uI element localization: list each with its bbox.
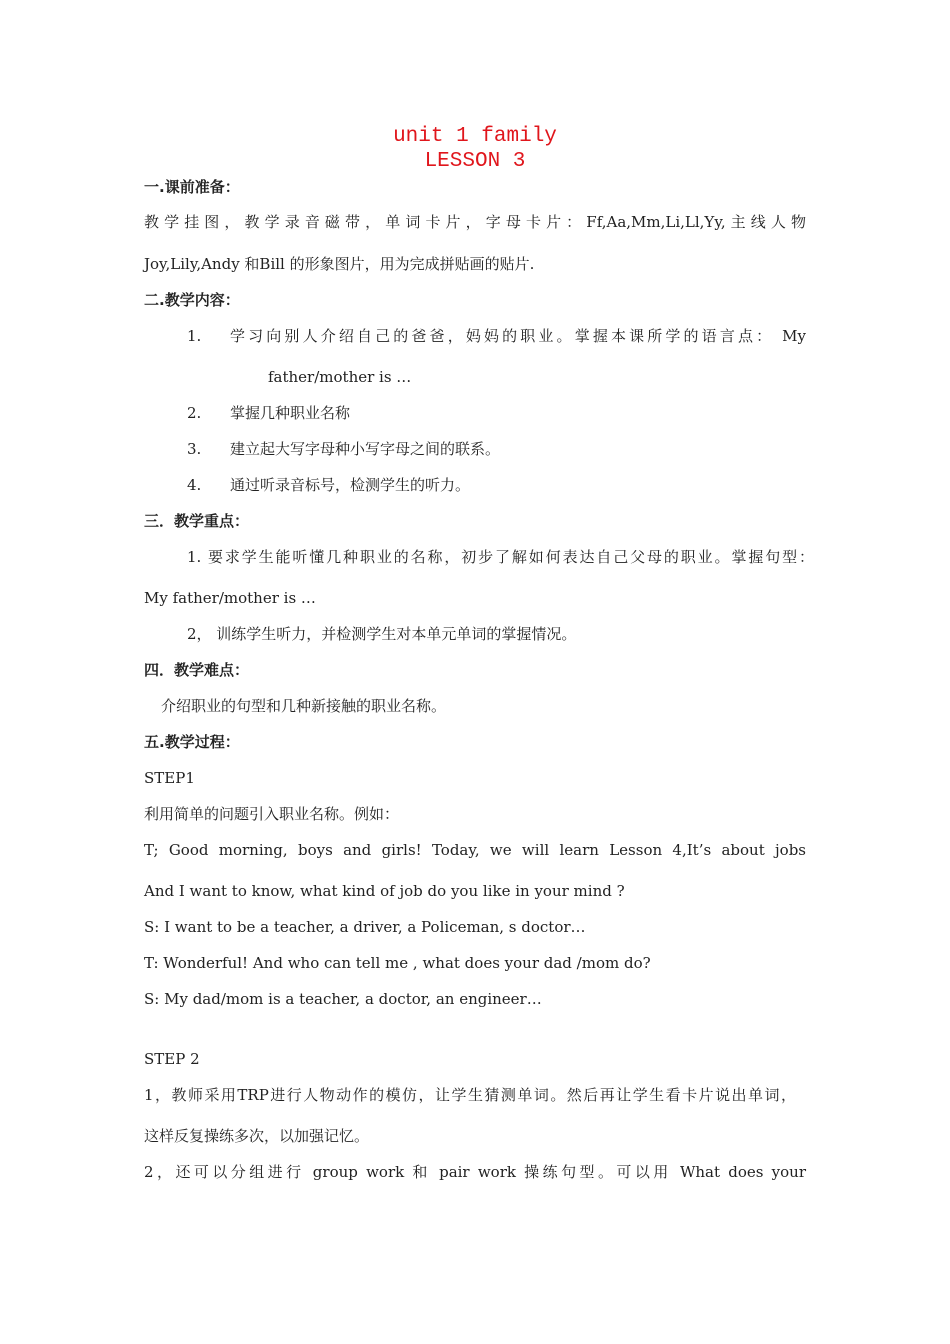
content-item-2-number: 2. [187, 404, 202, 422]
step-2-item-1-continuation: 这样反复操练多次，以加强记忆。 [144, 1127, 370, 1145]
section-5-heading: 五.教学过程： [144, 733, 240, 751]
title-line-1: unit 1 family [393, 125, 557, 148]
content-item-2-text: 掌握几种职业名称 [230, 404, 351, 422]
content-item-1-continuation: father/mother is … [268, 368, 412, 386]
content-item-1-text: 学习向别人介绍自己的爸爸，妈妈的职业。掌握本课所学的语言点： My [230, 327, 806, 345]
section-2-heading: 二.教学内容： [144, 291, 240, 309]
step-2-item-2: 2，还可以分组进行 group work 和 pair work 操练句型。可以用 What does your [144, 1163, 806, 1181]
content-item-4-number: 4. [187, 476, 202, 494]
dialogue-line-4: T: Wonderful! And who can tell me , what does your dad /mom do? [144, 954, 651, 972]
step-2-label: STEP 2 [144, 1050, 200, 1068]
content-item-3-number: 3. [187, 440, 202, 458]
content-item-3-text: 建立起大写字母种小写字母之间的联系。 [230, 440, 501, 458]
step-1-intro: 利用简单的问题引入职业名称。例如： [144, 805, 400, 823]
step-1-label: STEP1 [144, 769, 195, 787]
section-1-paragraph-line-2: Joy,Lily,Andy 和Bill 的形象图片，用为完成拼贴画的贴片. [144, 255, 535, 273]
section-1-paragraph-line-1: 教学挂图，教学录音磁带，单词卡片，字母卡片：Ff,Aa,Mm,Li,Ll,Yy,主线人物 [144, 213, 806, 231]
dialogue-line-3: S: I want to be a teacher, a driver, a Policeman, s doctor… [144, 918, 586, 936]
dialogue-line-1: T; Good morning, boys and girls! Today, we will learn Lesson 4,It’s about jobs [144, 841, 806, 859]
key-point-2: 2， 训练学生听力，并检测学生对本单元单词的掌握情况。 [187, 625, 577, 643]
difficulty-text: 介绍职业的句型和几种新接触的职业名称。 [161, 697, 447, 715]
section-4-heading: 四．教学难点： [144, 661, 250, 679]
key-point-1: 1. 要求学生能听懂几种职业的名称，初步了解如何表达自己父母的职业。掌握句型： [187, 548, 814, 566]
dialogue-line-5: S: My dad/mom is a teacher, a doctor, an engineer… [144, 990, 542, 1008]
section-3-heading: 三．教学重点： [144, 512, 250, 530]
section-1-heading: 一.课前准备： [144, 178, 240, 196]
content-item-4-text: 通过听录音标号，检测学生的听力。 [230, 476, 471, 494]
step-2-item-1: 1，教师采用TRP进行人物动作的模仿，让学生猜测单词。然后再让学生看卡片说出单词， [144, 1086, 796, 1104]
title-line-2: LESSON 3 [424, 150, 526, 173]
content-item-1-number: 1. [187, 327, 202, 345]
dialogue-line-2: And I want to know, what kind of job do you like in your mind ? [144, 882, 625, 900]
key-point-1-continuation: My father/mother is … [144, 589, 316, 607]
